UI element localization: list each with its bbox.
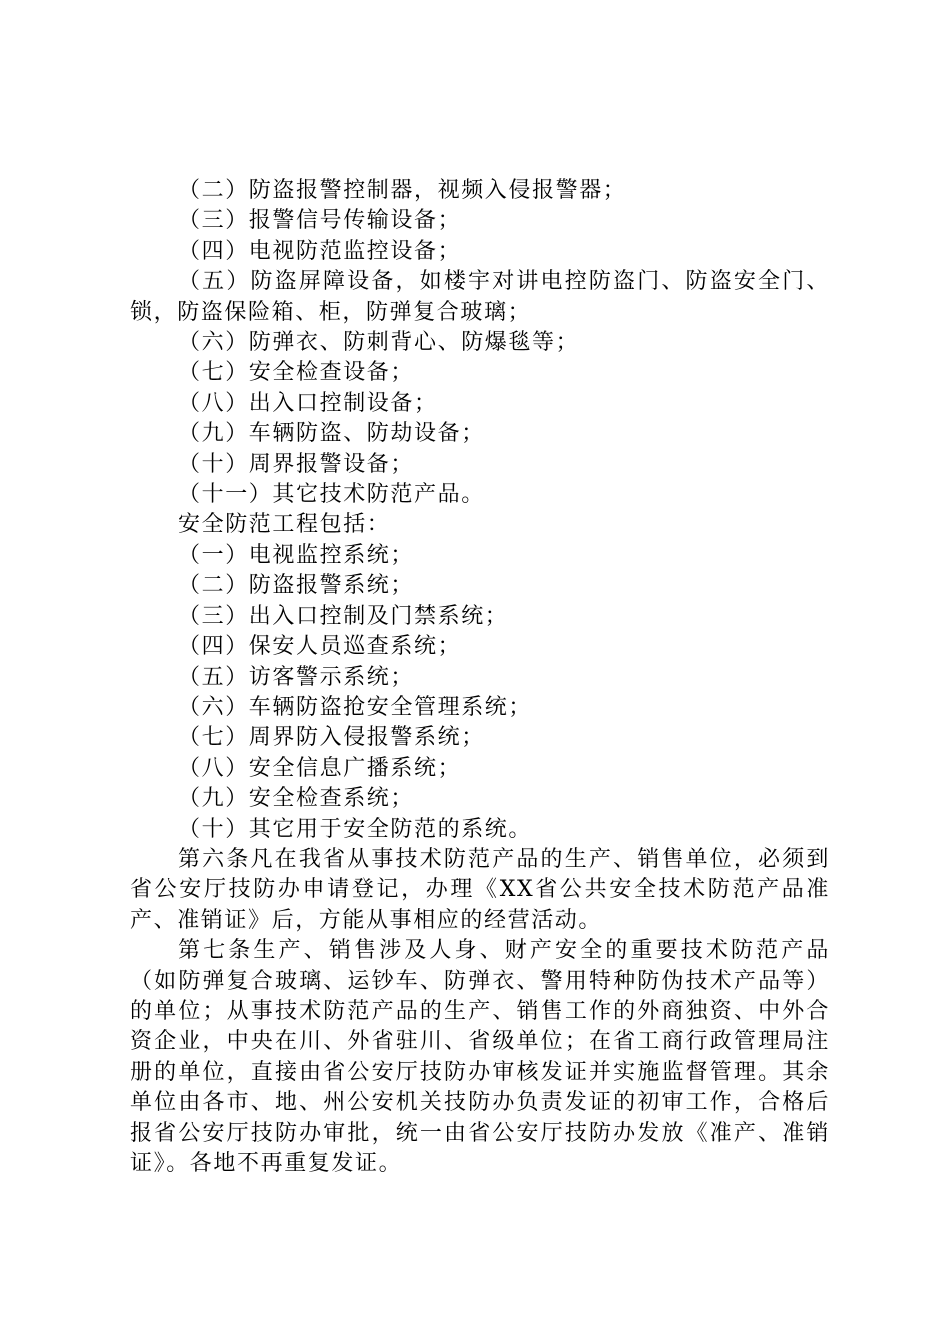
article-seven-paragraph: 第七条生产、销售涉及人身、财产安全的重要技术防范产品（如防弹复合玻璃、运钞车、防弹衣、警用特种防伪技术产品等）的单位；从事技术防范产品的生产、销售工作的外商独资、中外合资企业，中央在川、外省驻川、省级单位；在省工商行政管理局注册的单位，直接由省公安厅技防办审核发证并实施监督管理。其余单位由各市、地、州公安机关技防办负责发证的初审工作，合格后报省公安厅技防办审批，统一由省公安厅技防办发放《准产、准销证》。各地不再重复发证。 <box>130 938 830 1176</box>
article-six-paragraph: 第六条凡在我省从事技术防范产品的生产、销售单位，必须到省公安厅技防办申请登记，办理《XX省公共安全技术防范产品准产、准销证》后，方能从事相应的经营活动。 <box>130 846 830 933</box>
list-item: （六）车辆防盗抢安全管理系统； <box>178 694 533 720</box>
list-item: （四）保安人员巡查系统； <box>178 634 462 660</box>
list-item: （一）电视监控系统； <box>178 542 415 568</box>
list-item: （四）电视防范监控设备； <box>178 238 462 264</box>
list-item: （五）访客警示系统； <box>178 664 415 690</box>
section-heading: 安全防范工程包括： <box>178 512 391 538</box>
list-item: （十）其它用于安全防范的系统。 <box>178 816 533 842</box>
list-item: （二）防盗报警系统； <box>178 573 415 599</box>
list-item: （七）周界防入侵报警系统； <box>178 725 485 751</box>
list-item: （二）防盗报警控制器，视频入侵报警器； <box>178 178 627 203</box>
list-item: （九）安全检查系统； <box>178 786 415 812</box>
list-item: （七）安全检查设备； <box>178 360 415 386</box>
list-item: （三）报警信号传输设备； <box>178 208 462 234</box>
list-item-paragraph: （五）防盗屏障设备，如楼宇对讲电控防盗门、防盗安全门、锁，防盗保险箱、柜，防弹复合玻璃； <box>130 269 830 325</box>
list-item: （六）防弹衣、防刺背心、防爆毯等； <box>178 330 580 356</box>
list-item: （三）出入口控制及门禁系统； <box>178 603 509 629</box>
list-item: （十一）其它技术防范产品。 <box>178 482 485 508</box>
document-body <box>130 176 830 1179</box>
list-item: （八）安全信息广播系统； <box>178 755 462 781</box>
list-item: （八）出入口控制设备； <box>178 390 438 416</box>
list-item: （九）车辆防盗、防劫设备； <box>178 421 485 447</box>
list-item: （十）周界报警设备； <box>178 451 415 477</box>
